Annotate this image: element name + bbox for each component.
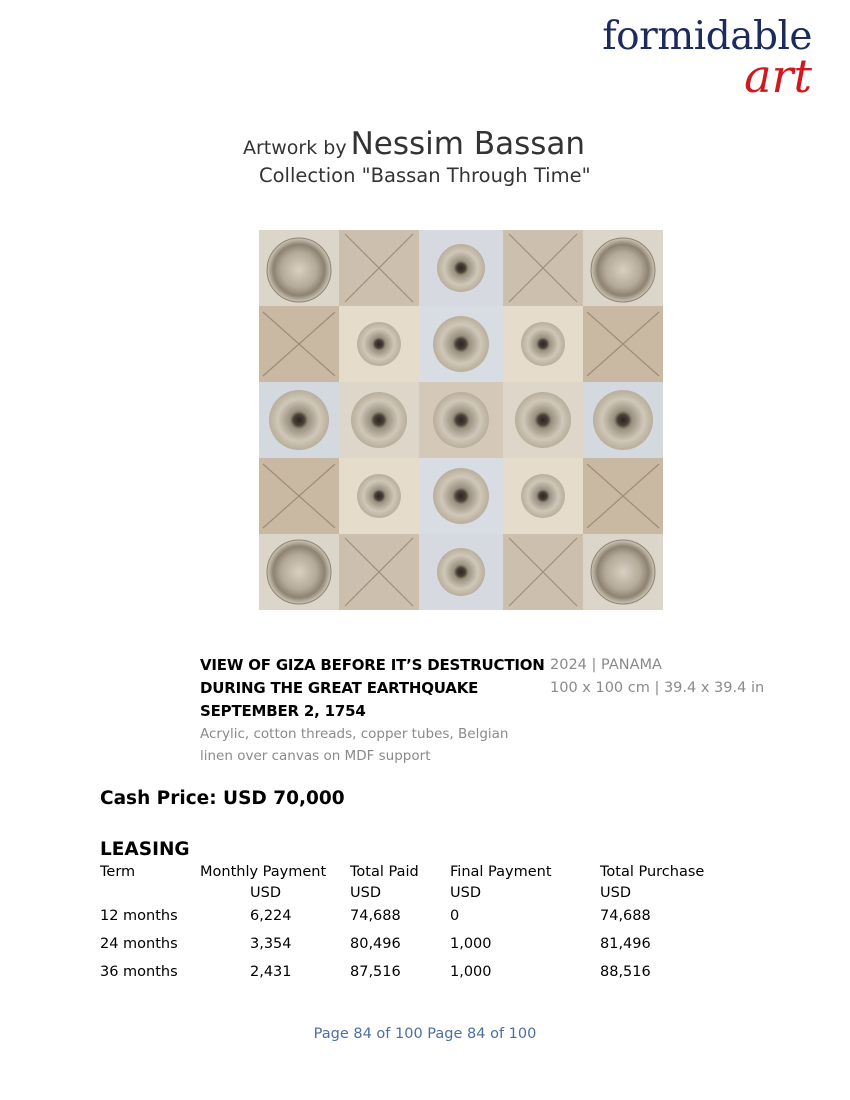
artwork-photo [259,230,663,610]
artwork-title-line-2: DURING THE GREAT EARTHQUAKE [200,679,479,697]
row-total-purchase: 81,496 [600,936,651,952]
row-total-purchase: 88,516 [600,964,651,980]
row-monthly: 6,224 [250,908,292,924]
logo-line-art: art [744,49,812,103]
dimensions: 100 x 100 cm | 39.4 x 39.4 in [550,680,765,696]
artwork-heading [243,126,591,187]
header-monthly: Monthly Payment [200,864,327,880]
header-total-paid: Total Paid [350,864,419,880]
row-term: 36 months [100,964,178,980]
row-total-paid: 74,688 [350,908,401,924]
leasing-title: LEASING [100,839,190,860]
artwork-medium-line-2: linen over canvas on MDF support [200,748,431,764]
artwork-meta [550,654,764,700]
artwork-medium-line-1: Acrylic, cotton threads, copper tubes, Belgian [200,726,509,742]
header-term: Term [100,864,136,880]
artist-line [243,126,591,162]
artwork-title-line-1: VIEW OF GIZA BEFORE IT’S DESTRUCTION [200,656,545,674]
artwork-by-label: Artwork by [243,137,347,159]
cash-price: Cash Price: USD 70,000 [100,788,345,809]
header-monthly-unit: USD [250,885,281,901]
artwork-title-line-3: SEPTEMBER 2, 1754 [200,702,366,720]
row-term: 12 months [100,908,178,924]
header-total-purchase-unit: USD [600,885,631,901]
row-total-paid: 87,516 [350,964,401,980]
row-total-purchase: 74,688 [600,908,651,924]
logo-line-formidable: formidable [602,14,812,59]
year-place: 2024 | PANAMA [550,657,662,673]
artwork-caption [200,654,545,767]
header-total-paid-unit: USD [350,885,381,901]
page-footer: Page 84 of 100 Page 84 of 100 [313,1026,537,1042]
header-total-purchase: Total Purchase [600,864,705,880]
row-final: 1,000 [450,964,492,980]
artist-name: Nessim Bassan [350,126,586,162]
row-term: 24 months [100,936,178,952]
row-monthly: 2,431 [250,964,292,980]
row-monthly: 3,354 [250,936,292,952]
row-final: 0 [450,908,460,924]
row-total-paid: 80,496 [350,936,401,952]
row-final: 1,000 [450,936,492,952]
header-final-unit: USD [450,885,481,901]
collection-name: Collection "Bassan Through Time" [259,164,591,187]
header-final: Final Payment [450,864,552,880]
formidable-art-logo [602,14,812,103]
